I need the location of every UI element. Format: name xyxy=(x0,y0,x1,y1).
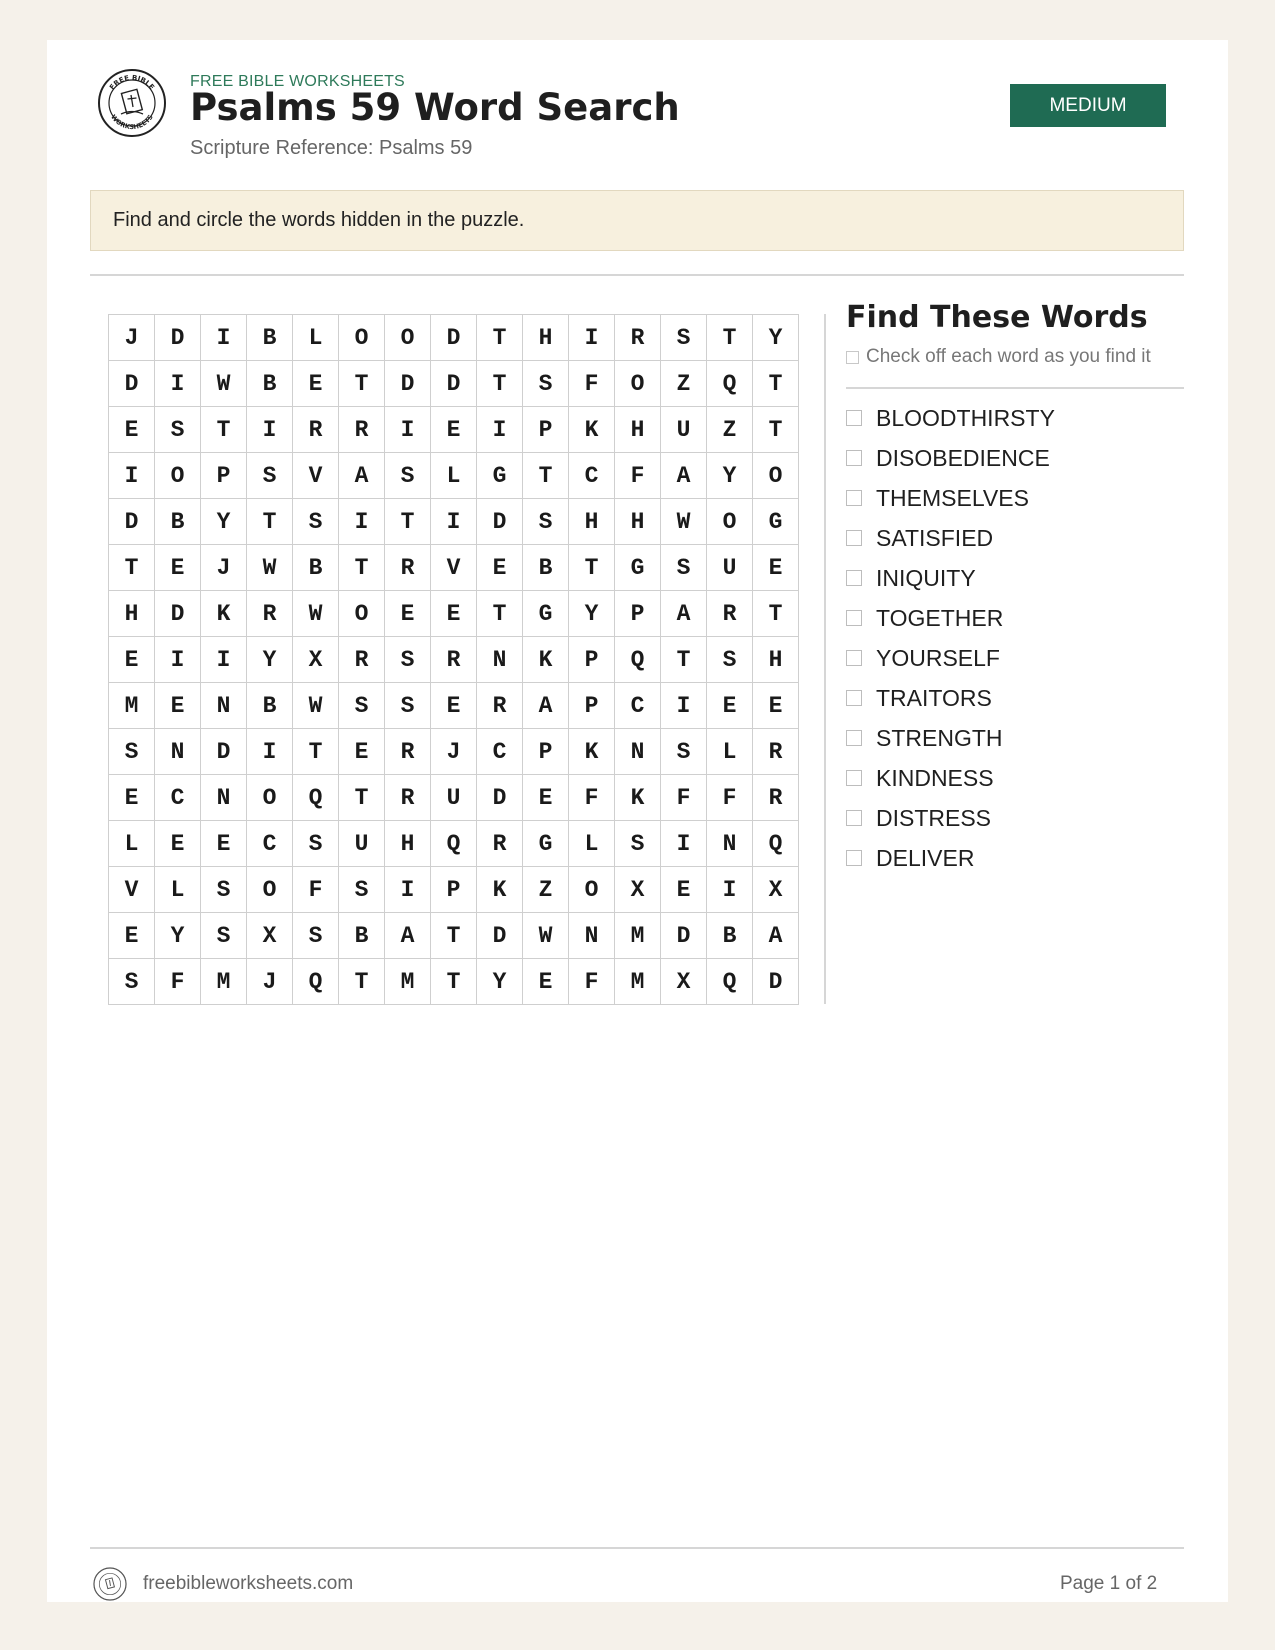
grid-row xyxy=(109,545,799,591)
grid-cell[interactable]: K xyxy=(477,867,523,913)
grid-cell[interactable]: S xyxy=(201,867,247,913)
grid-cell[interactable]: T xyxy=(109,545,155,591)
grid-row xyxy=(109,775,799,821)
grid-row xyxy=(109,361,799,407)
grid-cell[interactable]: X xyxy=(247,913,293,959)
word-checkbox[interactable] xyxy=(846,410,862,426)
grid-cell[interactable]: T xyxy=(431,959,477,1005)
grid-cell[interactable]: Y xyxy=(569,591,615,637)
grid-cell[interactable]: U xyxy=(431,775,477,821)
grid-cell[interactable]: F xyxy=(155,959,201,1005)
grid-cell[interactable]: N xyxy=(201,775,247,821)
grid-cell[interactable]: D xyxy=(155,591,201,637)
grid-cell[interactable]: R xyxy=(707,591,753,637)
svg-text:FREE BIBLE: FREE BIBLE xyxy=(108,73,156,92)
grid-row xyxy=(109,959,799,1005)
grid-cell[interactable]: H xyxy=(569,499,615,545)
grid-cell[interactable]: D xyxy=(431,315,477,361)
grid-cell[interactable]: E xyxy=(201,821,247,867)
grid-cell[interactable]: E xyxy=(753,545,799,591)
word-item xyxy=(846,758,1055,798)
grid-cell[interactable]: Y xyxy=(247,637,293,683)
grid-cell[interactable]: Y xyxy=(753,315,799,361)
grid-cell[interactable]: Q xyxy=(753,821,799,867)
grid-cell[interactable]: D xyxy=(155,315,201,361)
grid-cell[interactable]: H xyxy=(109,591,155,637)
grid-cell[interactable]: Q xyxy=(293,775,339,821)
grid-cell[interactable]: K xyxy=(201,591,247,637)
grid-cell[interactable]: B xyxy=(155,499,201,545)
grid-cell[interactable]: M xyxy=(109,683,155,729)
word-item xyxy=(846,478,1055,518)
word-item xyxy=(846,718,1055,758)
grid-cell[interactable]: G xyxy=(753,499,799,545)
word-label: YOURSELF xyxy=(876,644,1000,671)
grid-cell[interactable]: Y xyxy=(155,913,201,959)
brand-label: FREE BIBLE WORKSHEETS xyxy=(190,73,405,90)
grid-cell[interactable]: T xyxy=(339,545,385,591)
grid-cell[interactable]: F xyxy=(569,775,615,821)
grid-cell[interactable]: T xyxy=(339,959,385,1005)
grid-cell[interactable]: M xyxy=(201,959,247,1005)
grid-cell[interactable]: R xyxy=(753,729,799,775)
grid-row xyxy=(109,637,799,683)
grid-cell[interactable]: D xyxy=(477,499,523,545)
grid-cell[interactable]: E xyxy=(155,545,201,591)
word-label: TRAITORS xyxy=(876,684,992,711)
grid-cell[interactable]: N xyxy=(707,821,753,867)
grid-cell[interactable]: T xyxy=(339,775,385,821)
grid-cell[interactable]: I xyxy=(477,407,523,453)
grid-cell[interactable]: S xyxy=(661,545,707,591)
grid-cell[interactable]: T xyxy=(431,913,477,959)
grid-cell[interactable]: P xyxy=(523,407,569,453)
grid-cell[interactable]: W xyxy=(293,591,339,637)
grid-row xyxy=(109,913,799,959)
word-label: INIQUITY xyxy=(876,564,976,591)
grid-cell[interactable]: S xyxy=(155,407,201,453)
grid-cell[interactable]: S xyxy=(523,499,569,545)
grid-cell[interactable]: H xyxy=(753,637,799,683)
grid-cell[interactable]: N xyxy=(615,729,661,775)
grid-cell[interactable]: B xyxy=(247,315,293,361)
grid-cell[interactable]: E xyxy=(661,867,707,913)
grid-cell[interactable]: I xyxy=(569,315,615,361)
grid-cell[interactable]: P xyxy=(615,591,661,637)
grid-cell[interactable]: E xyxy=(431,591,477,637)
word-list-subtitle xyxy=(846,346,1151,368)
word-label: BLOODTHIRSTY xyxy=(876,404,1055,431)
grid-cell[interactable]: A xyxy=(339,453,385,499)
grid-cell[interactable]: C xyxy=(615,683,661,729)
grid-cell[interactable]: S xyxy=(201,913,247,959)
word-checkbox[interactable] xyxy=(846,570,862,586)
divider xyxy=(846,387,1184,389)
grid-cell[interactable]: S xyxy=(339,867,385,913)
word-checkbox[interactable] xyxy=(846,730,862,746)
svg-text:WORKSHEETS: WORKSHEETS xyxy=(109,113,155,132)
grid-cell[interactable]: T xyxy=(385,499,431,545)
grid-cell[interactable]: S xyxy=(109,959,155,1005)
grid-cell[interactable]: T xyxy=(339,361,385,407)
word-item xyxy=(846,798,1055,838)
grid-cell[interactable]: R xyxy=(293,407,339,453)
grid-cell[interactable]: R xyxy=(339,407,385,453)
grid-cell[interactable]: S xyxy=(385,453,431,499)
grid-cell[interactable]: I xyxy=(385,407,431,453)
grid-cell[interactable]: E xyxy=(431,683,477,729)
grid-cell[interactable]: O xyxy=(155,453,201,499)
grid-cell[interactable]: P xyxy=(523,729,569,775)
grid-cell[interactable]: O xyxy=(339,591,385,637)
grid-cell[interactable]: M xyxy=(615,913,661,959)
grid-cell[interactable]: W xyxy=(247,545,293,591)
worksheet-page xyxy=(47,40,1228,1602)
grid-cell[interactable]: R xyxy=(339,637,385,683)
scripture-reference: Scripture Reference: Psalms 59 xyxy=(190,137,473,159)
grid-cell[interactable]: E xyxy=(155,821,201,867)
grid-cell[interactable]: Q xyxy=(707,959,753,1005)
grid-cell[interactable]: R xyxy=(615,315,661,361)
footer-divider xyxy=(90,1547,1184,1549)
grid-cell[interactable]: P xyxy=(569,683,615,729)
grid-cell[interactable]: X xyxy=(615,867,661,913)
grid-cell[interactable]: H xyxy=(615,407,661,453)
word-label: DELIVER xyxy=(876,844,975,871)
grid-cell[interactable]: U xyxy=(661,407,707,453)
grid-cell[interactable]: O xyxy=(339,315,385,361)
grid-cell[interactable]: O xyxy=(753,453,799,499)
grid-cell[interactable]: T xyxy=(661,637,707,683)
grid-cell[interactable]: E xyxy=(753,683,799,729)
page-number: Page 1 of 2 xyxy=(1060,1573,1158,1594)
word-item xyxy=(846,398,1055,438)
grid-cell[interactable]: I xyxy=(385,867,431,913)
logo-icon xyxy=(97,68,167,138)
grid-cell[interactable]: F xyxy=(293,867,339,913)
grid-cell[interactable]: Q xyxy=(615,637,661,683)
grid-cell[interactable]: W xyxy=(201,361,247,407)
grid-cell[interactable]: V xyxy=(293,453,339,499)
grid-cell[interactable]: V xyxy=(109,867,155,913)
grid-cell[interactable]: B xyxy=(247,361,293,407)
word-checkbox[interactable] xyxy=(846,690,862,706)
grid-cell[interactable]: D xyxy=(477,913,523,959)
grid-cell[interactable]: I xyxy=(201,315,247,361)
grid-cell[interactable]: X xyxy=(753,867,799,913)
grid-cell[interactable]: T xyxy=(201,407,247,453)
grid-cell[interactable]: F xyxy=(707,775,753,821)
divider xyxy=(90,274,1184,276)
word-label: THEMSELVES xyxy=(876,484,1029,511)
grid-cell[interactable]: I xyxy=(661,683,707,729)
grid-cell[interactable]: Z xyxy=(707,407,753,453)
grid-cell[interactable]: G xyxy=(615,545,661,591)
grid-cell[interactable]: H xyxy=(523,315,569,361)
grid-cell[interactable]: B xyxy=(707,913,753,959)
grid-cell[interactable]: S xyxy=(707,637,753,683)
grid-cell[interactable]: R xyxy=(477,821,523,867)
grid-cell[interactable]: E xyxy=(109,775,155,821)
grid-cell[interactable]: R xyxy=(385,545,431,591)
grid-cell[interactable]: S xyxy=(293,821,339,867)
grid-cell[interactable]: R xyxy=(385,729,431,775)
grid-cell[interactable]: J xyxy=(201,545,247,591)
word-checkbox[interactable] xyxy=(846,490,862,506)
grid-cell[interactable]: I xyxy=(339,499,385,545)
grid-cell[interactable]: K xyxy=(569,407,615,453)
grid-row xyxy=(109,499,799,545)
grid-cell[interactable]: T xyxy=(569,545,615,591)
grid-cell[interactable]: A xyxy=(753,913,799,959)
grid-cell[interactable]: R xyxy=(431,637,477,683)
grid-cell[interactable]: E xyxy=(477,545,523,591)
grid-cell[interactable]: W xyxy=(661,499,707,545)
grid-cell[interactable]: N xyxy=(569,913,615,959)
grid-cell[interactable]: D xyxy=(201,729,247,775)
grid-cell[interactable]: E xyxy=(339,729,385,775)
grid-cell[interactable]: A xyxy=(385,913,431,959)
word-label: STRENGTH xyxy=(876,724,1003,751)
page-title: Psalms 59 Word Search xyxy=(190,86,680,129)
grid-cell[interactable]: E xyxy=(109,913,155,959)
word-checkbox[interactable] xyxy=(846,850,862,866)
grid-row xyxy=(109,407,799,453)
grid-cell[interactable]: D xyxy=(431,361,477,407)
grid-cell[interactable]: T xyxy=(753,361,799,407)
grid-cell[interactable]: N xyxy=(201,683,247,729)
grid-cell[interactable]: R xyxy=(247,591,293,637)
word-item xyxy=(846,638,1055,678)
word-item xyxy=(846,558,1055,598)
grid-cell[interactable]: D xyxy=(661,913,707,959)
grid-cell[interactable]: I xyxy=(201,637,247,683)
grid-cell[interactable]: S xyxy=(661,315,707,361)
word-item xyxy=(846,678,1055,718)
grid-cell[interactable]: C xyxy=(477,729,523,775)
checkbox-icon xyxy=(846,351,859,364)
grid-cell[interactable]: X xyxy=(661,959,707,1005)
grid-cell[interactable]: B xyxy=(339,913,385,959)
grid-cell[interactable]: J xyxy=(109,315,155,361)
grid-cell[interactable]: H xyxy=(615,499,661,545)
grid-cell[interactable]: Q xyxy=(707,361,753,407)
grid-cell[interactable]: I xyxy=(707,867,753,913)
grid-cell[interactable]: G xyxy=(477,453,523,499)
grid-row xyxy=(109,729,799,775)
grid-cell[interactable]: R xyxy=(477,683,523,729)
grid-cell[interactable]: A xyxy=(661,591,707,637)
grid-cell[interactable]: Q xyxy=(431,821,477,867)
difficulty-badge: MEDIUM xyxy=(1010,84,1166,127)
grid-cell[interactable]: N xyxy=(155,729,201,775)
footer-logo-icon xyxy=(93,1567,127,1601)
grid-row xyxy=(109,453,799,499)
word-list xyxy=(846,398,1055,878)
grid-cell[interactable]: O xyxy=(247,775,293,821)
grid-cell[interactable]: T xyxy=(523,453,569,499)
grid-cell[interactable]: B xyxy=(523,545,569,591)
word-checkbox[interactable] xyxy=(846,450,862,466)
grid-cell[interactable]: O xyxy=(615,361,661,407)
grid-cell[interactable]: I xyxy=(155,361,201,407)
grid-cell[interactable]: K xyxy=(523,637,569,683)
grid-cell[interactable]: L xyxy=(569,821,615,867)
grid-cell[interactable]: O xyxy=(385,315,431,361)
grid-row xyxy=(109,591,799,637)
grid-cell[interactable]: R xyxy=(753,775,799,821)
grid-cell[interactable]: Y xyxy=(707,453,753,499)
grid-row xyxy=(109,821,799,867)
grid-cell[interactable]: D xyxy=(385,361,431,407)
grid-cell[interactable]: Z xyxy=(523,867,569,913)
grid-cell[interactable]: N xyxy=(477,637,523,683)
grid-cell[interactable]: G xyxy=(523,821,569,867)
grid-cell[interactable]: K xyxy=(569,729,615,775)
grid-cell[interactable]: I xyxy=(155,637,201,683)
grid-cell[interactable]: W xyxy=(523,913,569,959)
grid-cell[interactable]: G xyxy=(523,591,569,637)
grid-cell[interactable]: E xyxy=(109,637,155,683)
word-label: DISOBEDIENCE xyxy=(876,444,1050,471)
grid-cell[interactable]: W xyxy=(293,683,339,729)
grid-cell[interactable]: E xyxy=(155,683,201,729)
grid-row xyxy=(109,683,799,729)
grid-row xyxy=(109,315,799,361)
word-checkbox[interactable] xyxy=(846,810,862,826)
grid-cell[interactable]: O xyxy=(247,867,293,913)
word-label: KINDNESS xyxy=(876,764,994,791)
grid-cell[interactable]: T xyxy=(247,499,293,545)
grid-cell[interactable]: O xyxy=(707,499,753,545)
word-checkbox[interactable] xyxy=(846,610,862,626)
grid-cell[interactable]: S xyxy=(523,361,569,407)
grid-cell[interactable]: I xyxy=(109,453,155,499)
grid-cell[interactable]: Y xyxy=(201,499,247,545)
word-checkbox[interactable] xyxy=(846,530,862,546)
grid-cell[interactable]: S xyxy=(293,499,339,545)
grid-cell[interactable]: U xyxy=(707,545,753,591)
grid-cell[interactable]: K xyxy=(615,775,661,821)
grid-cell[interactable]: S xyxy=(109,729,155,775)
grid-cell[interactable]: L xyxy=(109,821,155,867)
grid-cell[interactable]: X xyxy=(293,637,339,683)
grid-cell[interactable]: B xyxy=(293,545,339,591)
word-checkbox[interactable] xyxy=(846,770,862,786)
grid-cell[interactable]: A xyxy=(523,683,569,729)
grid-cell[interactable]: S xyxy=(661,729,707,775)
grid-row xyxy=(109,867,799,913)
grid-cell[interactable]: I xyxy=(661,821,707,867)
grid-cell[interactable]: I xyxy=(247,407,293,453)
grid-cell[interactable]: C xyxy=(569,453,615,499)
grid-cell[interactable]: T xyxy=(753,407,799,453)
grid-cell[interactable]: E xyxy=(523,775,569,821)
grid-cell[interactable]: P xyxy=(569,637,615,683)
word-list-title: Find These Words xyxy=(846,300,1148,335)
grid-cell[interactable]: E xyxy=(523,959,569,1005)
grid-cell[interactable]: Y xyxy=(477,959,523,1005)
grid-cell[interactable]: Z xyxy=(661,361,707,407)
grid-cell[interactable]: V xyxy=(431,545,477,591)
grid-cell[interactable]: L xyxy=(707,729,753,775)
word-label: SATISFIED xyxy=(876,524,994,551)
word-item xyxy=(846,518,1055,558)
grid-cell[interactable]: E xyxy=(431,407,477,453)
footer-site: freebibleworksheets.com xyxy=(143,1573,354,1594)
grid-cell[interactable]: S xyxy=(293,913,339,959)
grid-cell[interactable]: J xyxy=(247,959,293,1005)
word-label: DISTRESS xyxy=(876,804,992,831)
grid-cell[interactable]: S xyxy=(385,683,431,729)
word-search-grid xyxy=(108,314,799,1005)
word-list-subtitle-text: Check off each word as you find it xyxy=(866,346,1151,367)
grid-cell[interactable]: D xyxy=(109,361,155,407)
grid-cell[interactable]: C xyxy=(155,775,201,821)
grid-cell[interactable]: E xyxy=(109,407,155,453)
grid-cell[interactable]: U xyxy=(339,821,385,867)
grid-cell[interactable]: A xyxy=(661,453,707,499)
grid-cell[interactable]: J xyxy=(431,729,477,775)
grid-cell[interactable]: T xyxy=(477,315,523,361)
word-item xyxy=(846,598,1055,638)
word-label: TOGETHER xyxy=(876,604,1004,631)
grid-cell[interactable]: E xyxy=(707,683,753,729)
grid-cell[interactable]: M xyxy=(615,959,661,1005)
grid-cell[interactable]: D xyxy=(477,775,523,821)
word-item xyxy=(846,438,1055,478)
grid-cell[interactable]: E xyxy=(385,591,431,637)
grid-cell[interactable]: S xyxy=(385,637,431,683)
grid-cell[interactable]: B xyxy=(247,683,293,729)
word-checkbox[interactable] xyxy=(846,650,862,666)
grid-cell[interactable]: C xyxy=(247,821,293,867)
grid-cell[interactable]: P xyxy=(431,867,477,913)
grid-cell[interactable]: Q xyxy=(293,959,339,1005)
grid-cell[interactable]: R xyxy=(385,775,431,821)
grid-cell[interactable]: S xyxy=(339,683,385,729)
grid-cell[interactable]: T xyxy=(707,315,753,361)
instructions-box: Find and circle the words hidden in the puzzle. xyxy=(90,190,1184,251)
grid-cell[interactable]: M xyxy=(385,959,431,1005)
grid-cell[interactable]: F xyxy=(661,775,707,821)
grid-cell[interactable]: T xyxy=(753,591,799,637)
grid-cell[interactable]: E xyxy=(293,361,339,407)
grid-cell[interactable]: O xyxy=(569,867,615,913)
vertical-divider xyxy=(824,314,826,1004)
grid-cell[interactable]: L xyxy=(431,453,477,499)
grid-cell[interactable]: T xyxy=(477,361,523,407)
grid-cell[interactable]: I xyxy=(247,729,293,775)
grid-cell[interactable]: S xyxy=(247,453,293,499)
grid-cell[interactable]: D xyxy=(753,959,799,1005)
grid-cell[interactable]: F xyxy=(615,453,661,499)
grid-cell[interactable]: F xyxy=(569,959,615,1005)
grid-cell[interactable]: L xyxy=(155,867,201,913)
grid-cell[interactable]: T xyxy=(293,729,339,775)
grid-cell[interactable]: F xyxy=(569,361,615,407)
grid-cell[interactable]: D xyxy=(109,499,155,545)
grid-cell[interactable]: P xyxy=(201,453,247,499)
grid-cell[interactable]: L xyxy=(293,315,339,361)
grid-cell[interactable]: I xyxy=(431,499,477,545)
grid-cell[interactable]: T xyxy=(477,591,523,637)
grid-cell[interactable]: S xyxy=(615,821,661,867)
grid-cell[interactable]: H xyxy=(385,821,431,867)
word-item xyxy=(846,838,1055,878)
